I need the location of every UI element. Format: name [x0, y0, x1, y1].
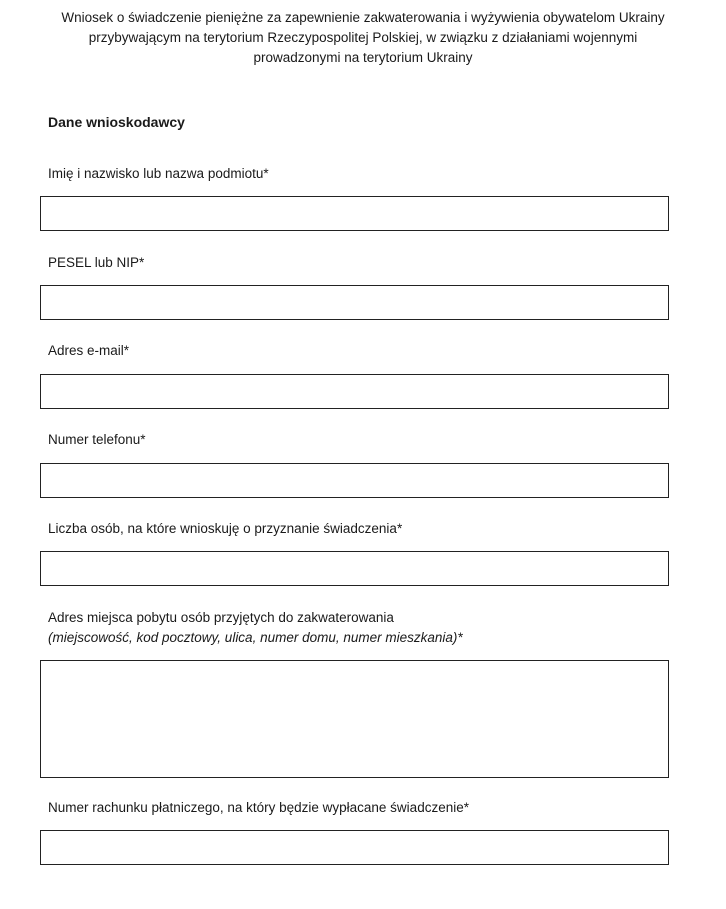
- name-label: Imię i nazwisko lub nazwa podmiotu*: [48, 166, 269, 181]
- address-label: [48, 608, 463, 648]
- bank-account-field[interactable]: [40, 830, 669, 865]
- address-field[interactable]: [40, 660, 669, 778]
- persons-count-field[interactable]: [40, 551, 669, 586]
- bank-account-label: Numer rachunku płatniczego, na który będzie wypłacane świadczenie*: [48, 800, 469, 815]
- form-title-line-3: prowadzonymi na terytorium Ukrainy: [253, 50, 473, 65]
- name-field[interactable]: [40, 196, 669, 231]
- pesel-nip-field[interactable]: [40, 285, 669, 320]
- applicant-section-heading: Dane wnioskodawcy: [48, 114, 185, 130]
- form-title-line-2: przybywającym na terytorium Rzeczypospolitej Polskiej, w związku z działaniami wojennymi: [88, 30, 638, 45]
- form-title-line-1: Wniosek o świadczenie pieniężne za zapewnienie zakwaterowania i wyżywienia obywatelom Ukrainy: [61, 10, 665, 25]
- address-label-hint: (miejscowość, kod pocztowy, ulica, numer domu, numer mieszkania)*: [48, 630, 463, 645]
- form-title: [30, 8, 696, 68]
- email-field[interactable]: [40, 374, 669, 409]
- email-label: Adres e-mail*: [48, 343, 130, 358]
- phone-field[interactable]: [40, 463, 669, 498]
- pesel-nip-label: PESEL lub NIP*: [48, 255, 145, 270]
- persons-count-label: Liczba osób, na które wnioskuję o przyznanie świadczenia*: [48, 521, 403, 536]
- address-label-text: Adres miejsca pobytu osób przyjętych do zakwaterowania: [48, 610, 394, 625]
- phone-label: Numer telefonu*: [48, 432, 146, 447]
